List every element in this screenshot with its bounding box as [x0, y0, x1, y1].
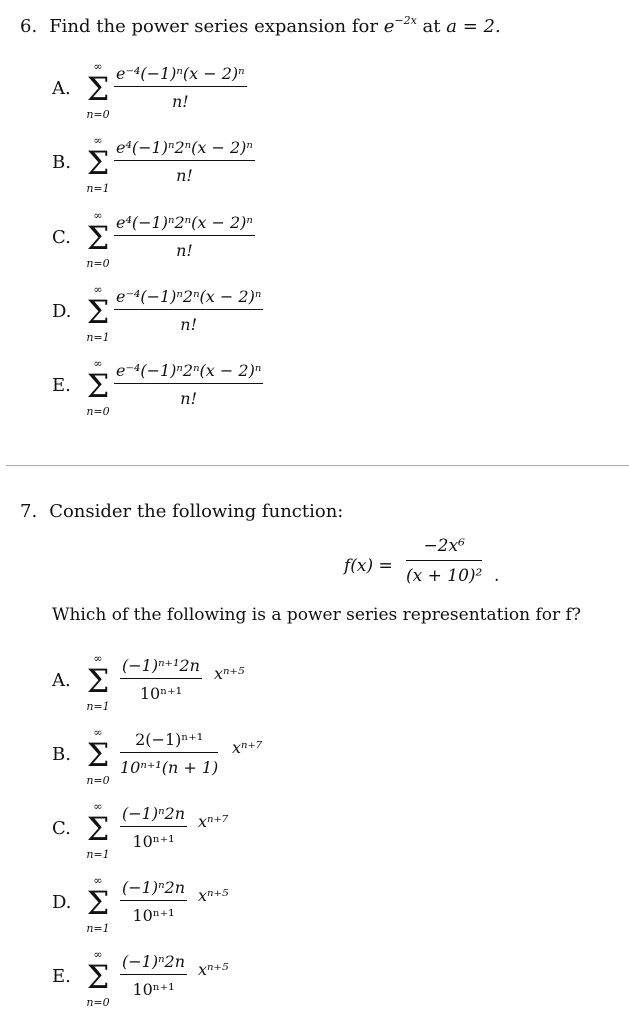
option-power: xⁿ⁺⁷: [232, 738, 263, 757]
option-fraction: $\frac{\text{(−1)ⁿ2n}}{\text{10ⁿ⁺¹}}$: [122, 804, 186, 851]
option-label: A.: [52, 78, 71, 99]
sigma-icon: ∞ Σ n=0: [86, 209, 110, 270]
option-fraction: $\frac{\text{(−1)ⁿ2n}}{\text{10ⁿ⁺¹}}$: [122, 878, 186, 925]
sigma-icon: ∞ Σ n=0: [86, 357, 110, 418]
option-power: xⁿ⁺⁵: [198, 960, 229, 979]
sigma-icon: ∞ Σ n=1: [86, 283, 110, 344]
function-period: .: [494, 566, 500, 586]
option-fraction: $\frac{\text{e⁴(−1)ⁿ2ⁿ(x − 2)ⁿ}}{n!}$: [116, 138, 253, 185]
option-label: B.: [52, 744, 71, 765]
at-expression: a = 2.: [446, 16, 501, 37]
option-fraction: $\frac{\text{e⁻⁴(−1)ⁿ2ⁿ(x − 2)ⁿ}}{n!}$: [116, 361, 262, 408]
option-label: C.: [52, 818, 71, 839]
option-fraction: $\frac{\text{e⁴(−1)ⁿ2ⁿ(x − 2)ⁿ}}{n!}$: [116, 213, 253, 260]
function-lhs: f(x) =: [344, 556, 393, 576]
text-at: at: [422, 16, 441, 37]
option-label: B.: [52, 152, 71, 173]
question-number: 7.: [20, 501, 38, 522]
option-fraction: $\frac{\text{(−1)ⁿ2n}}{\text{10ⁿ⁺¹}}$: [122, 952, 186, 999]
question-6-header: [20, 14, 501, 37]
question-text: Consider the following function:: [49, 501, 344, 522]
option-power: xⁿ⁺⁵: [198, 886, 229, 905]
option-fraction: $\frac{\text{(−1)ⁿ⁺¹2n}}{\text{10ⁿ⁺¹}}$: [122, 656, 200, 703]
sigma-icon: ∞ Σ n=0: [86, 726, 110, 787]
question-text: Find the power series expansion for: [49, 16, 378, 37]
option-fraction: $\frac{\text{e⁻⁴(−1)ⁿ(x − 2)ⁿ}}{n!}$: [116, 64, 245, 111]
question-7-header: [20, 501, 343, 522]
option-fraction: $\frac{\text{e⁻⁴(−1)ⁿ2ⁿ(x − 2)ⁿ}}{n!}$: [116, 287, 262, 334]
sigma-icon: ∞ Σ n=1: [86, 134, 110, 195]
option-label: E.: [52, 966, 71, 987]
option-power: xⁿ⁺⁵: [214, 664, 245, 683]
sigma-icon: ∞ Σ n=1: [86, 800, 110, 861]
option-power: xⁿ⁺⁷: [198, 812, 229, 831]
section-divider: [6, 465, 629, 466]
question-7-prompt: Which of the following is a power series representation for f?: [52, 605, 581, 625]
option-label: D.: [52, 301, 72, 322]
sigma-icon: ∞ Σ n=0: [86, 60, 110, 121]
sigma-icon: ∞ Σ n=1: [86, 874, 110, 935]
question-number: 6.: [20, 16, 38, 37]
func-base: e: [383, 16, 395, 37]
func-exponent: −2x: [394, 14, 417, 27]
option-label: D.: [52, 892, 72, 913]
function-fraction: $\frac{\text{−2x⁶}}{\text{(x + 10)²}}$: [406, 536, 483, 586]
option-label: E.: [52, 375, 71, 396]
option-label: C.: [52, 227, 71, 248]
option-label: A.: [52, 670, 71, 691]
sigma-icon: ∞ Σ n=1: [86, 652, 110, 713]
sigma-icon: ∞ Σ n=0: [86, 948, 110, 1009]
option-fraction: $\frac{\text{2(−1)ⁿ⁺¹}}{\text{10ⁿ⁺¹(n + 1)}}$: [120, 730, 219, 777]
